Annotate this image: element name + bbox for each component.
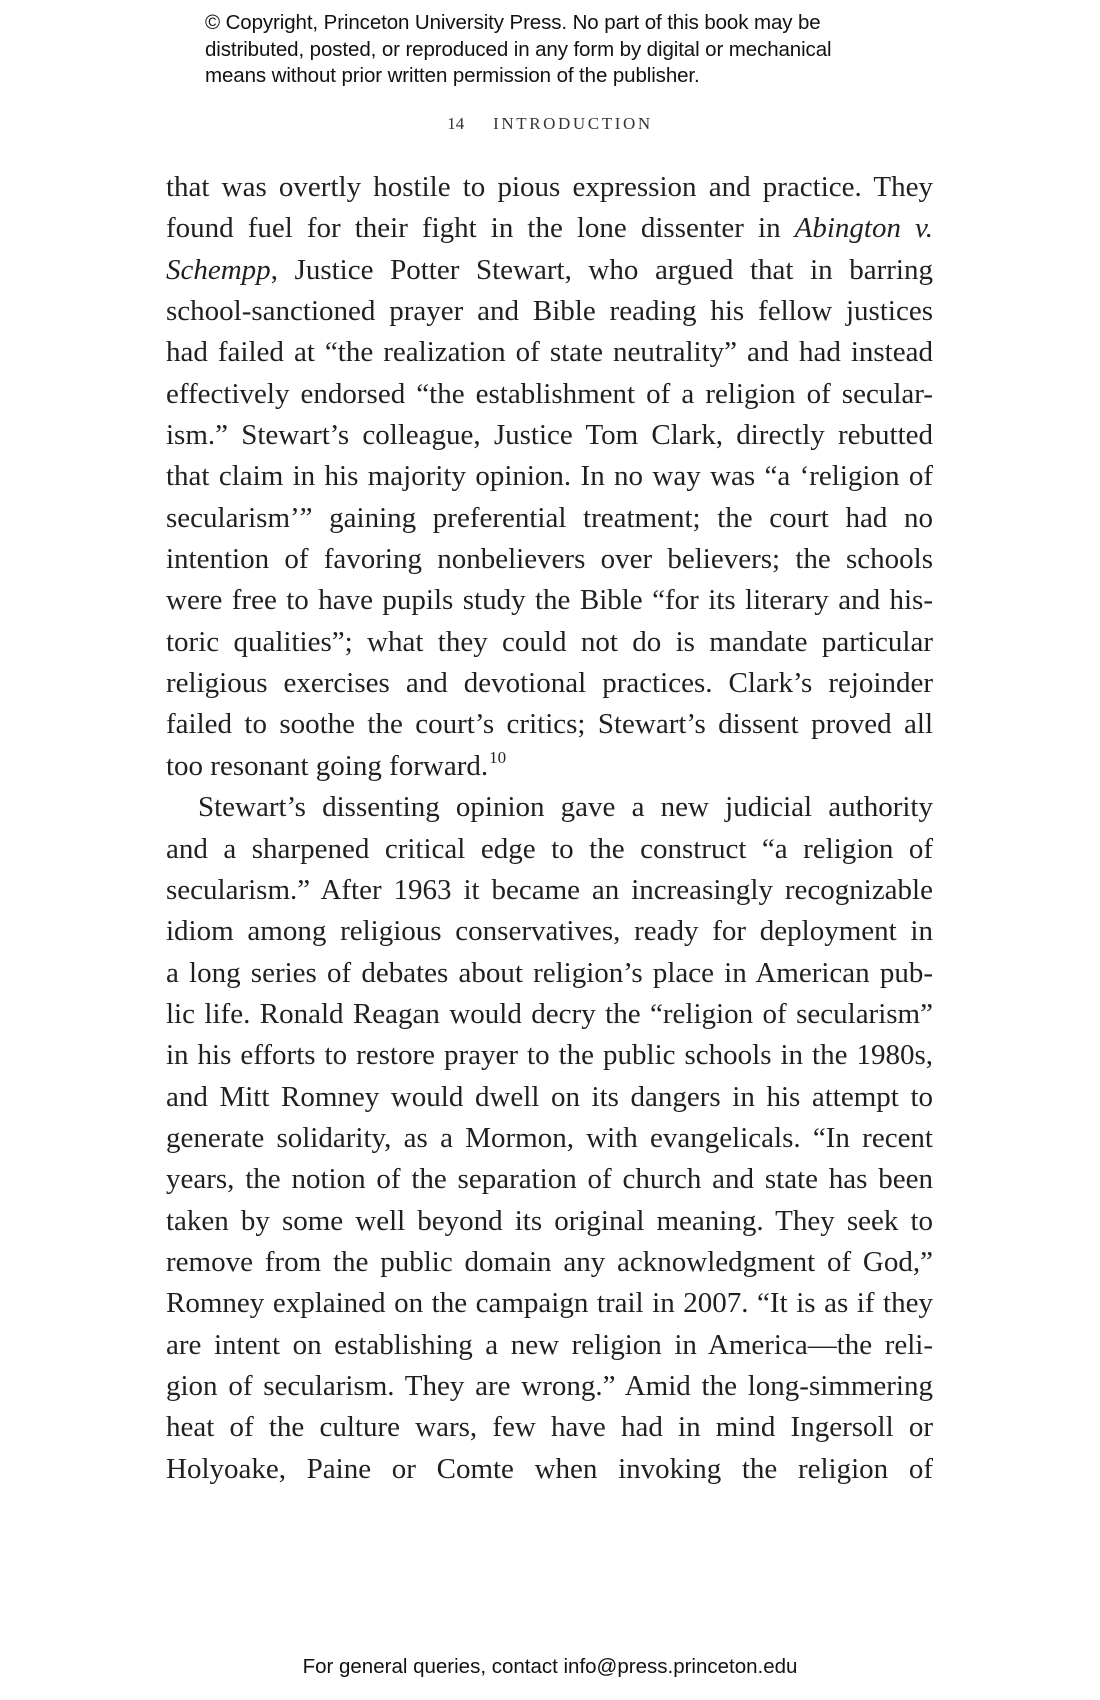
section-title: INTRODUCTION	[493, 114, 653, 133]
text-line: had failed at “the realization of state neutrality” and had instead	[166, 336, 933, 369]
paragraph-start-line: Stewart’s dissenting opinion gave a new judicial authority	[198, 791, 933, 824]
text-line: secularism’” gaining preferential treatment; the court had no	[166, 501, 933, 534]
text-line: school-sanctioned prayer and Bible reading his fellow justices	[166, 295, 933, 328]
text-line: ism.” Stewart’s colleague, Justice Tom Clark, directly rebutted	[166, 419, 933, 452]
case-name-italic: Abington v.	[794, 212, 933, 245]
text-line: secularism.” After 1963 it became an increasingly recognizable	[166, 873, 933, 906]
text-line: years, the notion of the separation of church and state has been	[166, 1163, 933, 1196]
text-line: generate solidarity, as a Mormon, with evangelicals. “In recent	[166, 1121, 933, 1154]
text-line: remove from the public domain any acknowledgment of God,”	[166, 1245, 933, 1278]
text-span: found fuel for their fight in the lone dissenter in	[166, 212, 795, 245]
footer-contact: For general queries, contact info@press.princeton.edu	[302, 1655, 798, 1678]
text-line: failed to soothe the court’s critics; Stewart’s dissent proved all	[166, 708, 933, 741]
copyright-line: means without prior written permission of the publisher.	[205, 64, 700, 87]
text-line: are intent on establishing a new religion in America—the reli-	[166, 1328, 933, 1361]
text-line	[166, 208, 933, 249]
body-text	[166, 167, 933, 1490]
text-line: gion of secularism. They are wrong.” Amid the long-simmering	[166, 1369, 933, 1402]
running-head	[0, 114, 1100, 134]
text-line: idiom among religious conservatives, ready for deployment in	[166, 915, 933, 948]
text-line: lic life. Ronald Reagan would decry the “religion of secularism”	[166, 997, 933, 1030]
text-line: heat of the culture wars, few have had in mind Ingersoll or	[166, 1411, 933, 1444]
text-line: a long series of debates about religion’s place in American pub-	[166, 956, 933, 989]
text-line: Romney explained on the campaign trail in 2007. “It is as if they	[166, 1287, 933, 1320]
text-line: that was overtly hostile to pious expression and practice. They	[166, 171, 933, 203]
text-line: and Mitt Romney would dwell on its dangers in his attempt to	[166, 1080, 933, 1113]
text-line	[166, 746, 933, 787]
copyright-line: © Copyright, Princeton University Press. No part of this book may be	[205, 11, 821, 34]
text-line: in his efforts to restore prayer to the public schools in the 1980s,	[166, 1039, 933, 1072]
copyright-line: distributed, posted, or reproduced in any form by digital or mechanical	[205, 37, 832, 61]
text-line: Holyoake, Paine or Comte when invoking the religion of	[166, 1452, 933, 1485]
text-line: intention of favoring nonbelievers over believers; the schools	[166, 543, 933, 576]
text-line: religious exercises and devotional practices. Clark’s rejoinder	[166, 667, 933, 700]
text-line: that claim in his majority opinion. In no way was “a ‘religion of	[166, 460, 933, 493]
text-line: toric qualities”; what they could not do is mandate particular	[166, 625, 933, 658]
text-line: taken by some well beyond its original meaning. They seek to	[166, 1204, 933, 1237]
text-span: , Justice Potter Stewart, who argued that in barring	[270, 253, 933, 286]
text-span: too resonant going forward.	[166, 749, 489, 782]
footnote-reference[interactable]: 10	[489, 747, 507, 767]
case-name-italic: Schempp	[166, 253, 271, 286]
text-line: were free to have pupils study the Bible “for its literary and his-	[166, 584, 933, 617]
text-line: effectively endorsed “the establishment of a religion of secular-	[166, 377, 933, 410]
page-number: 14	[447, 114, 465, 133]
text-line	[166, 250, 933, 291]
text-line: and a sharpened critical edge to the construct “a religion of	[166, 832, 933, 865]
copyright-notice	[205, 10, 925, 90]
